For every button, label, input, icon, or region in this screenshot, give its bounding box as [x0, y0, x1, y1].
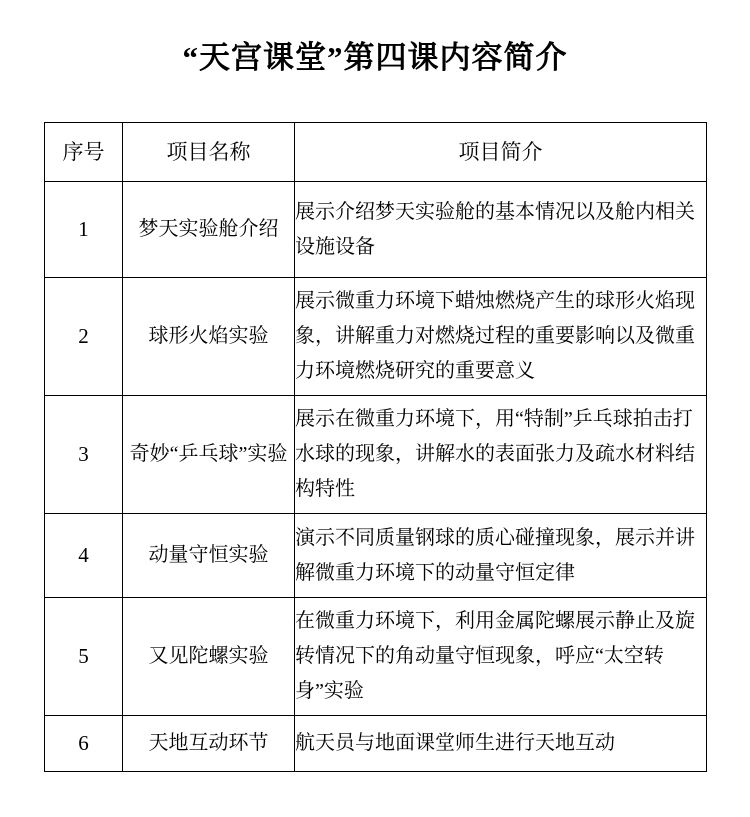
- table-row: [45, 716, 707, 772]
- cell-description: 展示在微重力环境下，用“特制”乒乓球拍击打水球的现象，讲解水的表面张力及疏水材料结构特性: [295, 396, 707, 514]
- cell-description: 航天员与地面课堂师生进行天地互动: [295, 716, 707, 772]
- cell-name: 天地互动环节: [123, 716, 295, 772]
- cell-description: 在微重力环境下，利用金属陀螺展示静止及旋转情况下的角动量守恒现象，呼应“太空转身”实验: [295, 598, 707, 716]
- column-header-index: 序号: [45, 123, 123, 182]
- cell-name: 梦天实验舱介绍: [123, 182, 295, 278]
- cell-description: 展示微重力环境下蜡烛燃烧产生的球形火焰现象，讲解重力对燃烧过程的重要影响以及微重力环境燃烧研究的重要意义: [295, 278, 707, 396]
- cell-index: 4: [45, 514, 123, 598]
- cell-description: 演示不同质量钢球的质心碰撞现象，展示并讲解微重力环境下的动量守恒定律: [295, 514, 707, 598]
- cell-name: 动量守恒实验: [123, 514, 295, 598]
- cell-index: 5: [45, 598, 123, 716]
- column-header-description: 项目简介: [295, 123, 707, 182]
- content-table: [44, 122, 707, 772]
- table-header-row: [45, 123, 707, 182]
- cell-name: 又见陀螺实验: [123, 598, 295, 716]
- table-row: [45, 278, 707, 396]
- table-row: [45, 598, 707, 716]
- cell-index: 1: [45, 182, 123, 278]
- cell-name: 奇妙“乒乓球”实验: [123, 396, 295, 514]
- cell-index: 6: [45, 716, 123, 772]
- cell-description: 展示介绍梦天实验舱的基本情况以及舱内相关设施设备: [295, 182, 707, 278]
- cell-index: 2: [45, 278, 123, 396]
- table-row: [45, 182, 707, 278]
- table-row: [45, 514, 707, 598]
- content-table-wrapper: [44, 122, 706, 772]
- table-row: [45, 396, 707, 514]
- cell-name: 球形火焰实验: [123, 278, 295, 396]
- page-title: “天宫课堂”第四课内容简介: [182, 40, 568, 75]
- cell-index: 3: [45, 396, 123, 514]
- column-header-name: 项目名称: [123, 123, 295, 182]
